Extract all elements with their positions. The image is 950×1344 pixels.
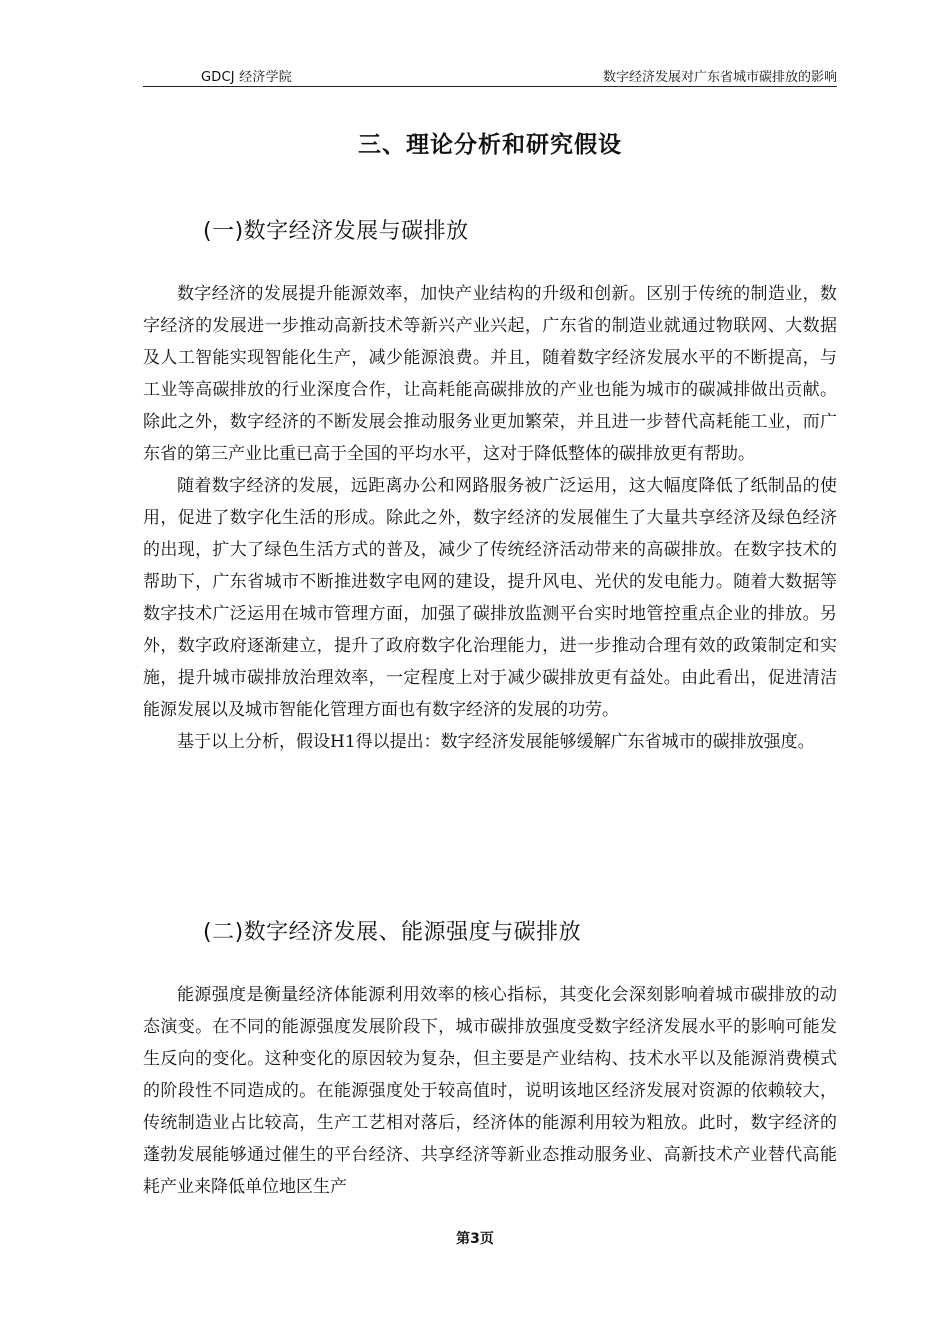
page-number: 第3页: [456, 1231, 494, 1247]
paragraph: 随着数字经济的发展，远距离办公和网路服务被广泛运用，这大幅度降低了纸制品的使用，促进了数字化生活的形成。除此之外，数字经济的发展催生了大量共享经济及绿色经济的出现，扩大了绿色生活方式的普及，减少了传统经济活动带来的高碳排放。在数字技术的帮助下，广东省城市不断推进数字电网的建设，提升风电、光伏的发电能力。随着大数据等数字技术广泛运用在城市管理方面，加强了碳排放监测平台实时地管控重点企业的排放。另外，数字政府逐渐建立，提升了政府数字化治理能力，进一步推动合理有效的政策制定和实施，提升城市碳排放治理效率，一定程度上对于减少碳排放更有益处。由此看出，促进清洁能源发展以及城市智能化管理方面也有数字经济的发展的功劳。: [143, 476, 837, 720]
paragraph: 能源强度是衡量经济体能源利用效率的核心指标，其变化会深刻影响着城市碳排放的动态演变。在不同的能源强度发展阶段下，城市碳排放强度受数字经济发展水平的影响可能发生反向的变化。这种变化的原因较为复杂，但主要是产业结构、技术水平以及能源消费模式的阶段性不同造成的。在能源强度处于较高值时，说明该地区经济发展对资源的依赖较大，传统制造业占比较高，生产工艺相对落后，经济体的能源利用较为粗放。此时，数字经济的蓬勃发展能够通过催生的平台经济、共享经济等新业态推动服务业、高新技术产业替代高能耗产业来降低单位地区生产: [143, 985, 837, 1197]
running-header: [143, 64, 837, 87]
header-institution: GDCJ 经济学院: [201, 70, 292, 85]
paragraph: 数字经济的发展提升能源效率，加快产业结构的升级和创新。区别于传统的制造业，数字经济的发展进一步推动高新技术等新兴产业兴起，广东省的制造业就通过物联网、大数据及人工智能实现智能化生产，减少能源浪费。并且，随着数字经济发展水平的不断提高，与工业等高碳排放的行业深度合作，让高耗能高碳排放的产业也能为城市的碳减排做出贡献。除此之外，数字经济的不断发展会推动服务业更加繁荣，并且进一步替代高耗能工业，而广东省的第三产业比重已高于全国的平均水平，这对于降低整体的碳排放更有帮助。: [143, 284, 837, 464]
chapter-title: 三、理论分析和研究假设: [358, 132, 622, 158]
section-title-2: (二)数字经济发展、能源强度与碳排放: [203, 920, 582, 945]
section-2-body: [143, 979, 837, 1203]
header-paper-title: 数字经济发展对广东省城市碳排放的影响: [602, 70, 837, 85]
section-title-1: (一)数字经济发展与碳排放: [203, 219, 469, 244]
paragraph: 基于以上分析，假设H1得以提出：数字经济发展能够缓解广东省城市的碳排放强度。: [177, 732, 815, 752]
section-1-body: [143, 278, 837, 758]
